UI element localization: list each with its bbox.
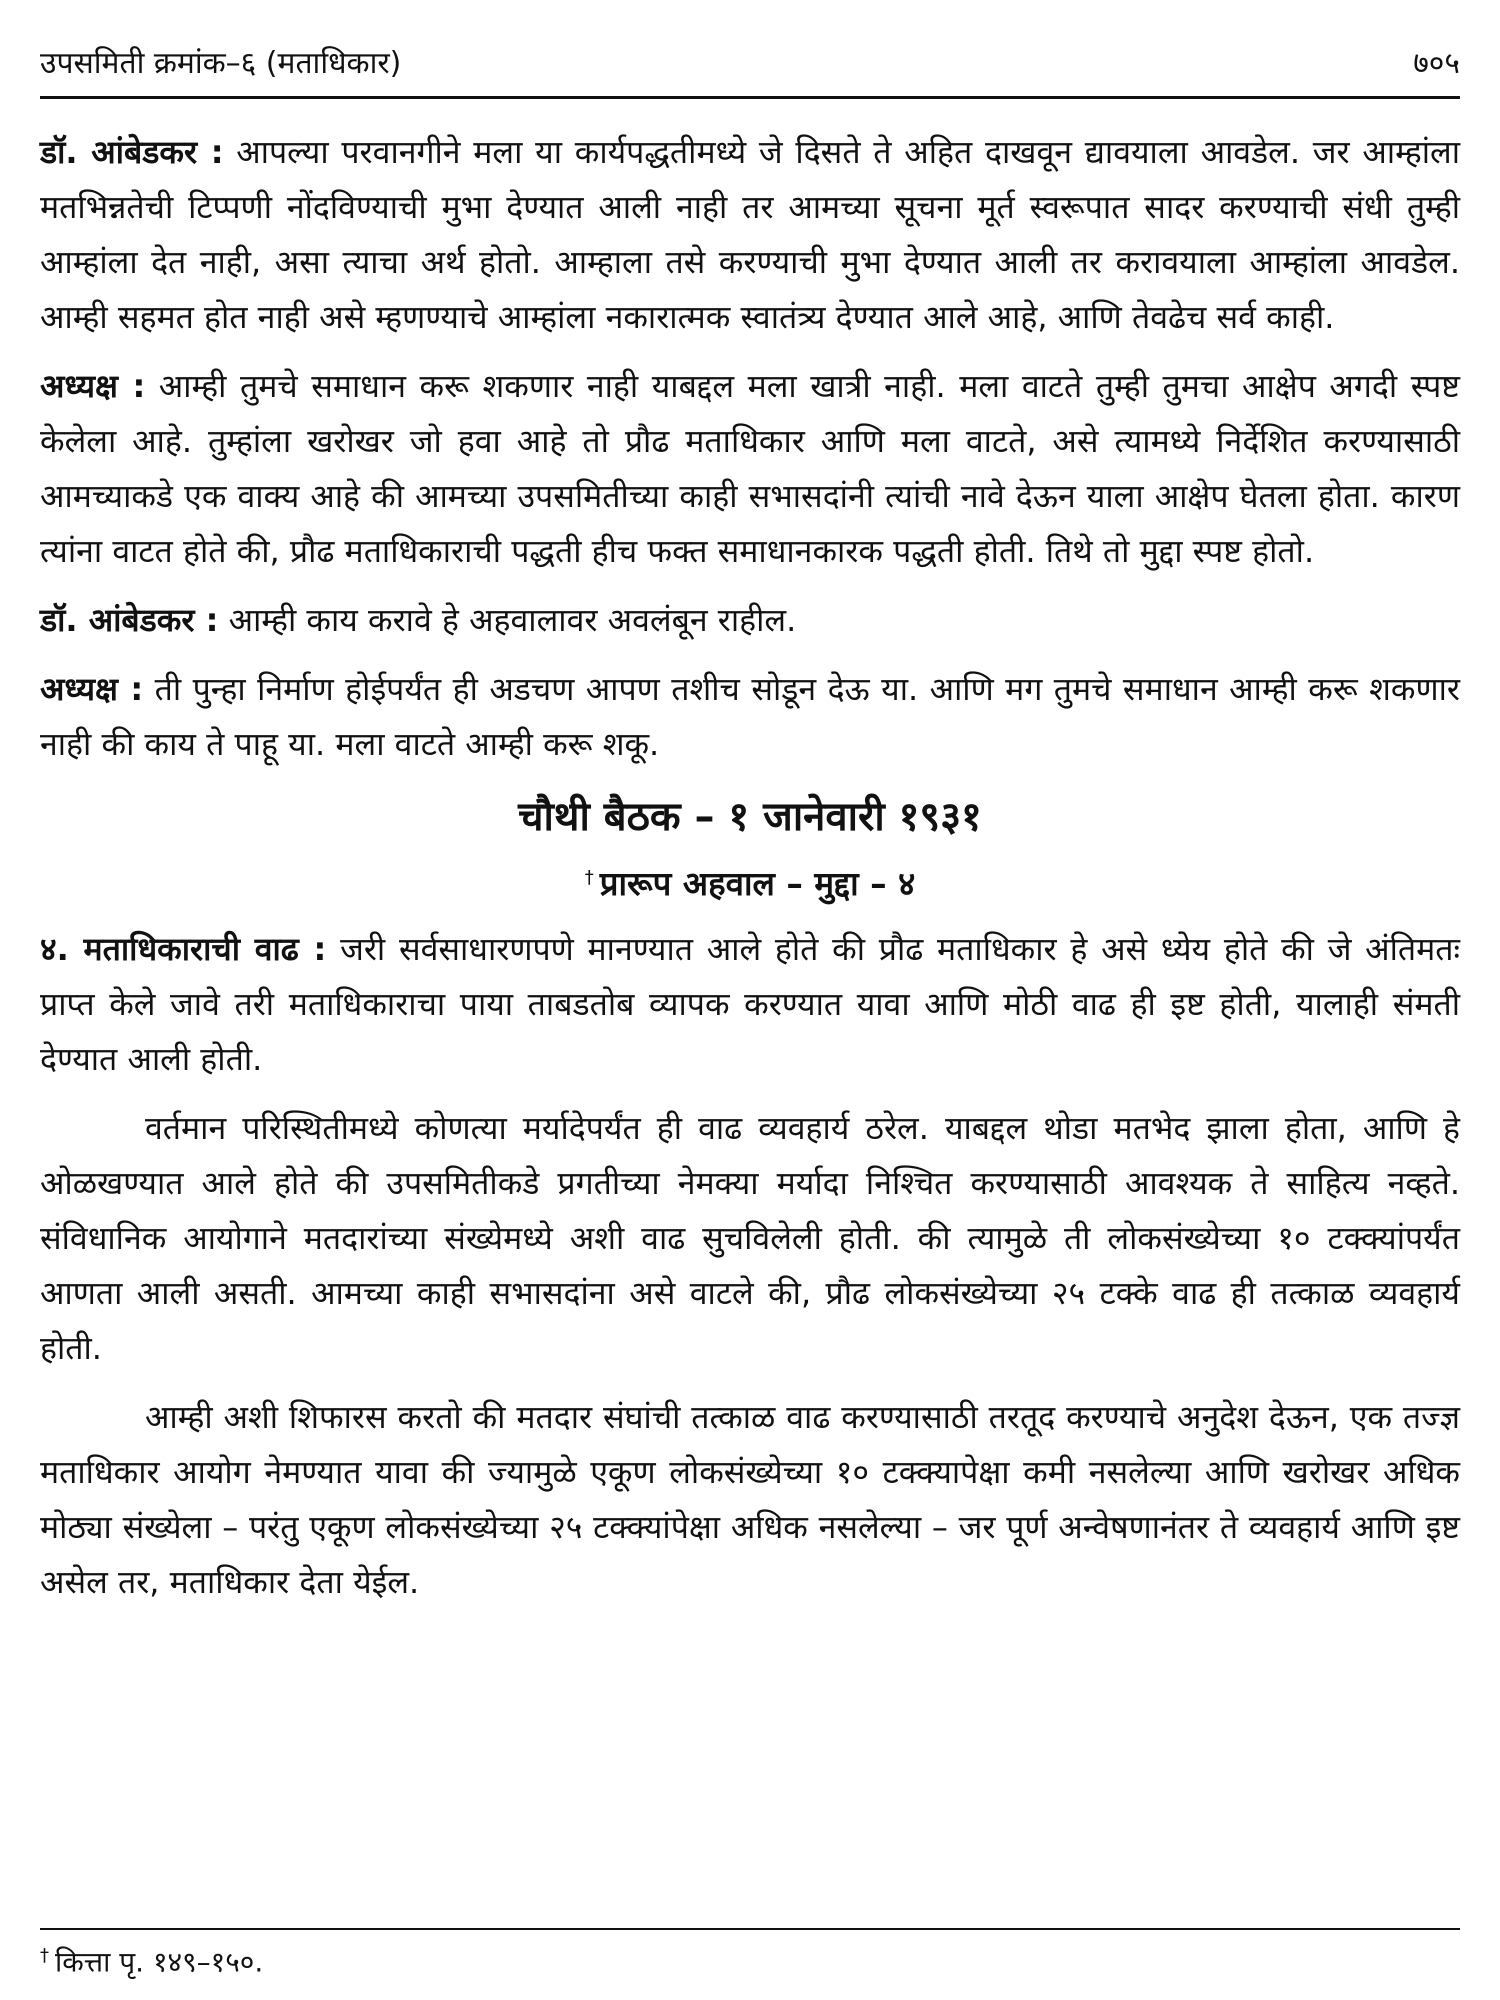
footnote <box>40 1934 263 1984</box>
section-paragraph: आम्ही अशी शिफारस करतो की मतदार संघांची तत्काळ वाढ करण्यासाठी तरतूद करण्याचे अनुदेश देऊन, एक तज्ज्ञ मताधिकार आयोग नेमण्यात यावा की ज्यामुळे एकूण लोकसंख्येच्या १० टक्क्यापेक्षा कमी नसलेल्या आणि खरोखर अधिक मोठ्या संख्येला – परंतु एकूण लोकसंख्येच्या २५ टक्क्यांपेक्षा अधिक नसलेल्या – जर पूर्ण अन्वेषणानंतर ते व्यवहार्य आणि इष्ट असेल तर, मताधिकार देता येईल. <box>40 1398 1460 1601</box>
paragraph-text: ती पुन्हा निर्माण होईपर्यंत ही अडचण आपण तशीच सोडून देऊ या. आणि मग तुमचे समाधान आम्ही करू शकणार नाही की काय ते पाहू या. मला वाटते आम्ही करू शकू. <box>40 670 1461 763</box>
footnote-text: कित्ता पृ. १४९–१५०. <box>55 1945 264 1979</box>
section-paragraph <box>40 922 1460 1087</box>
dialogue-paragraph <box>40 359 1460 579</box>
meeting-heading: चौथी बैठक – १ जानेवारी १९३१ <box>518 794 982 840</box>
speaker-label: अध्यक्ष : <box>40 670 144 708</box>
paragraph-text: जरी सर्वसाधारणपणे मानण्यात आले होते की प्रौढ मताधिकार हे असे ध्येय होते की जे अंतिमतः प्राप्त केले जावे तरी मताधिकाराचा पाया ताबडतोब व्यापक करण्यात यावा आणि मोठी वाढ ही इष्ट होती, यालाही संमती देण्यात आली होती. <box>40 930 1461 1078</box>
header-title: उपसमिती क्रमांक–६ (मताधिकार) <box>40 46 402 81</box>
page-number: ७०५ <box>1413 46 1460 81</box>
section-title: ४. मताधिकाराची वाढ : <box>40 930 327 968</box>
dialogue-paragraph <box>40 662 1460 772</box>
section-paragraph: वर्तमान परिस्थितीमध्ये कोणत्या मर्यादेपर्यंत ही वाढ व्यवहार्य ठरेल. याबद्दल थोडा मतभेद झाला होता, आणि हे ओळखण्यात आले होते की उपसमितीकडे प्रगतीच्या नेमक्या मर्यादा निश्चित करण्यासाठी आवश्यक ते साहित्य नव्हते. संविधानिक आयोगाने मतदारांच्या संख्येमध्ये अशी वाढ सुचविलेली होती. की त्यामुळे ती लोकसंख्येच्या १० टक्क्यांपर्यंत आणता आली असती. आमच्या काही सभासदांना असे वाटले की, प्रौढ लोकसंख्येच्या २५ टक्के वाढ ही तत्काळ व्यवहार्य होती. <box>40 1109 1460 1367</box>
footnote-marker: † <box>40 1945 49 1966</box>
paragraph-text: आम्ही काय करावे हे अहवालावर अवलंबून राहील. <box>218 601 797 639</box>
speaker-label: डॉ. आंबेडकर : <box>40 601 219 639</box>
dialogue-paragraph <box>40 125 1460 345</box>
footnote-divider <box>40 1928 1460 1930</box>
running-header <box>40 40 1460 99</box>
footnote-marker: † <box>584 867 594 888</box>
draft-report-heading <box>40 848 1460 914</box>
dialogue-paragraph <box>40 593 1460 648</box>
speaker-label: डॉ. आंबेडकर : <box>40 133 224 171</box>
paragraph-text: आपल्या परवानगीने मला या कार्यपद्धतीमध्ये जे दिसते ते अहित दाखवून द्यावयाला आवडेल. जर आम्हांला मतभिन्नतेची टिप्पणी नोंदविण्याची मुभा देण्यात आली नाही तर आमच्या सूचना मूर्त स्वरूपात सादर करण्याची संधी तुम्ही आम्हांला देत नाही, असा त्याचा अर्थ होतो. आम्हाला तसे करण्याची मुभा देण्यात आली तर करावयाला आम्हांला आवडेल. आम्ही सहमत होत नाही असे म्हणण्याचे आम्हांला नकारात्मक स्वातंत्र्य देण्यात आले आहे, आणि तेवढेच सर्व काही. <box>40 133 1460 336</box>
body-text <box>40 125 1460 1610</box>
draft-heading-text: प्रारूप अहवाल – मुद्दा – ४ <box>599 864 916 903</box>
speaker-label: अध्यक्ष : <box>40 367 146 405</box>
paragraph-text: आम्ही तुमचे समाधान करू शकणार नाही याबद्दल मला खात्री नाही. मला वाटते तुम्ही तुमचा आक्षेप अगदी स्पष्ट केलेला आहे. तुम्हांला खरोखर जो हवा आहे तो प्रौढ मताधिकार आणि मला वाटते, असे त्यामध्ये निर्देशित करण्यासाठी आमच्याकडे एक वाक्य आहे की आमच्या उपसमितीच्या काही सभासदांनी त्यांची नावे देऊन याला आक्षेप घेतला होता. कारण त्यांना वाटत होते की, प्रौढ मताधिकाराची पद्धती हीच फक्त समाधानकारक पद्धती होती. तिथे तो मुद्दा स्पष्ट होतो. <box>40 367 1460 570</box>
